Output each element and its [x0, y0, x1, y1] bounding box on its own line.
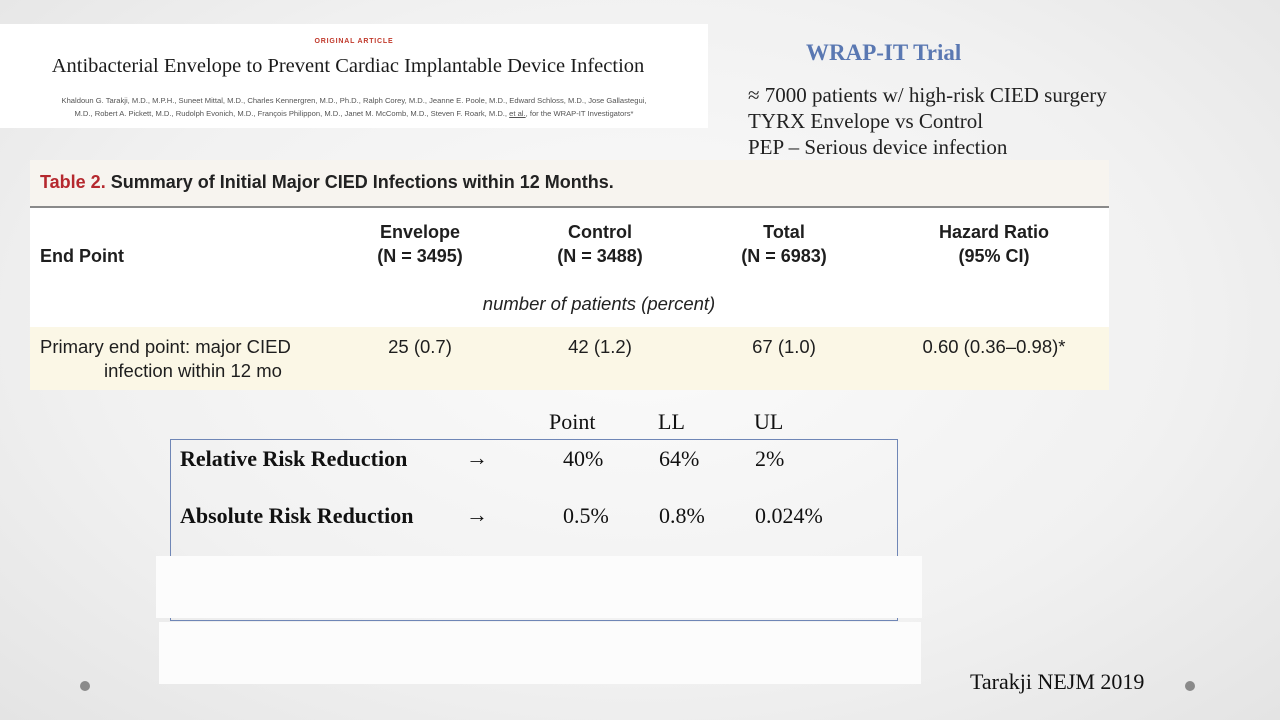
header-ul: UL — [754, 409, 784, 434]
trial-point: ≈ 7000 patients w/ high-risk CIED surgery — [748, 83, 1107, 107]
authors-line-2-end: , for the WRAP-IT Investigators* — [525, 109, 634, 118]
arr-ul: 0.024% — [755, 503, 823, 528]
column-header-hazard-ratio — [914, 220, 1074, 268]
authors-etal-link[interactable]: et al. — [509, 109, 526, 118]
table-caption-text: Summary of Initial Major CIED Infections within 12 Months. — [105, 172, 614, 192]
results-table — [30, 160, 1109, 390]
table-caption — [40, 172, 614, 193]
authors-line-2: M.D., Robert A. Pickett, M.D., Rudolph Evonich, M.D., François Philippon, M.D., Janet M. McComb, M.D., Steven F. Roark, M.D., — [74, 109, 510, 118]
endpoint-header: End Point — [40, 246, 124, 266]
article-title: Antibacterial Envelope to Prevent Cardiac Implantable Device Infection — [51, 55, 645, 77]
column-name: Total — [763, 222, 805, 242]
arr-ll: 0.8% — [659, 503, 705, 528]
trial-point: PEP – Serious device infection — [748, 135, 1008, 159]
column-header-total — [724, 220, 844, 268]
header-ll: LL — [658, 409, 685, 434]
trial-title: WRAP-IT Trial — [806, 40, 962, 65]
table-caption-bar — [30, 160, 1109, 208]
column-name: Control — [568, 222, 632, 242]
arr-label: Absolute Risk Reduction — [180, 503, 414, 528]
cell-envelope: 25 (0.7) — [388, 336, 452, 357]
column-n: (95% CI) — [958, 246, 1030, 266]
row-label-line-2: infection within 12 mo — [104, 360, 282, 381]
header-point: Point — [549, 409, 596, 434]
cover-panel — [159, 622, 921, 684]
cell-control: 42 (1.2) — [568, 336, 632, 357]
trial-points — [748, 82, 1107, 160]
rrr-ll: 64% — [659, 446, 700, 471]
rrr-point: 40% — [563, 446, 604, 471]
table-row — [30, 327, 1109, 390]
arrow-icon: → — [466, 445, 488, 470]
column-n: (N = 3488) — [557, 246, 643, 266]
column-name: Hazard Ratio — [938, 222, 1050, 242]
authors-line-1: Khaldoun G. Tarakji, M.D., M.P.H., Suneet Mittal, M.D., Charles Kennergren, M.D., Ph.D., Ralph Corey, M.D., Jeanne E. Poole, M.D., Edward Schloss, M.D., Jose Gallastegui, — [61, 96, 647, 105]
row-label-line-1: Primary end point: major CIED — [40, 336, 291, 357]
arrow-icon: → — [466, 502, 488, 527]
rrr-label: Relative Risk Reduction — [180, 446, 408, 471]
rrr-ul: 2% — [755, 446, 785, 471]
column-name: Envelope — [379, 222, 461, 242]
table-subheader: number of patients (percent) — [482, 293, 716, 314]
slide-dot-left — [80, 681, 90, 691]
arr-point: 0.5% — [563, 503, 609, 528]
article-header-card — [0, 24, 708, 128]
column-n: (N = 3495) — [377, 246, 463, 266]
article-kicker: ORIGINAL ARTICLE — [314, 38, 394, 45]
column-n: (N = 6983) — [741, 246, 827, 266]
table-caption-label: Table 2. — [40, 172, 106, 192]
article-authors — [14, 94, 694, 120]
slide-dot-right — [1185, 681, 1195, 691]
citation: Tarakji NEJM 2019 — [970, 669, 1145, 694]
column-header-control — [540, 220, 660, 268]
cover-panel — [156, 556, 922, 618]
trial-point: TYRX Envelope vs Control — [748, 109, 984, 133]
cell-hazard-ratio: 0.60 (0.36–0.98)* — [922, 336, 1066, 357]
column-header-envelope — [360, 220, 480, 268]
cell-total: 67 (1.0) — [752, 336, 816, 357]
